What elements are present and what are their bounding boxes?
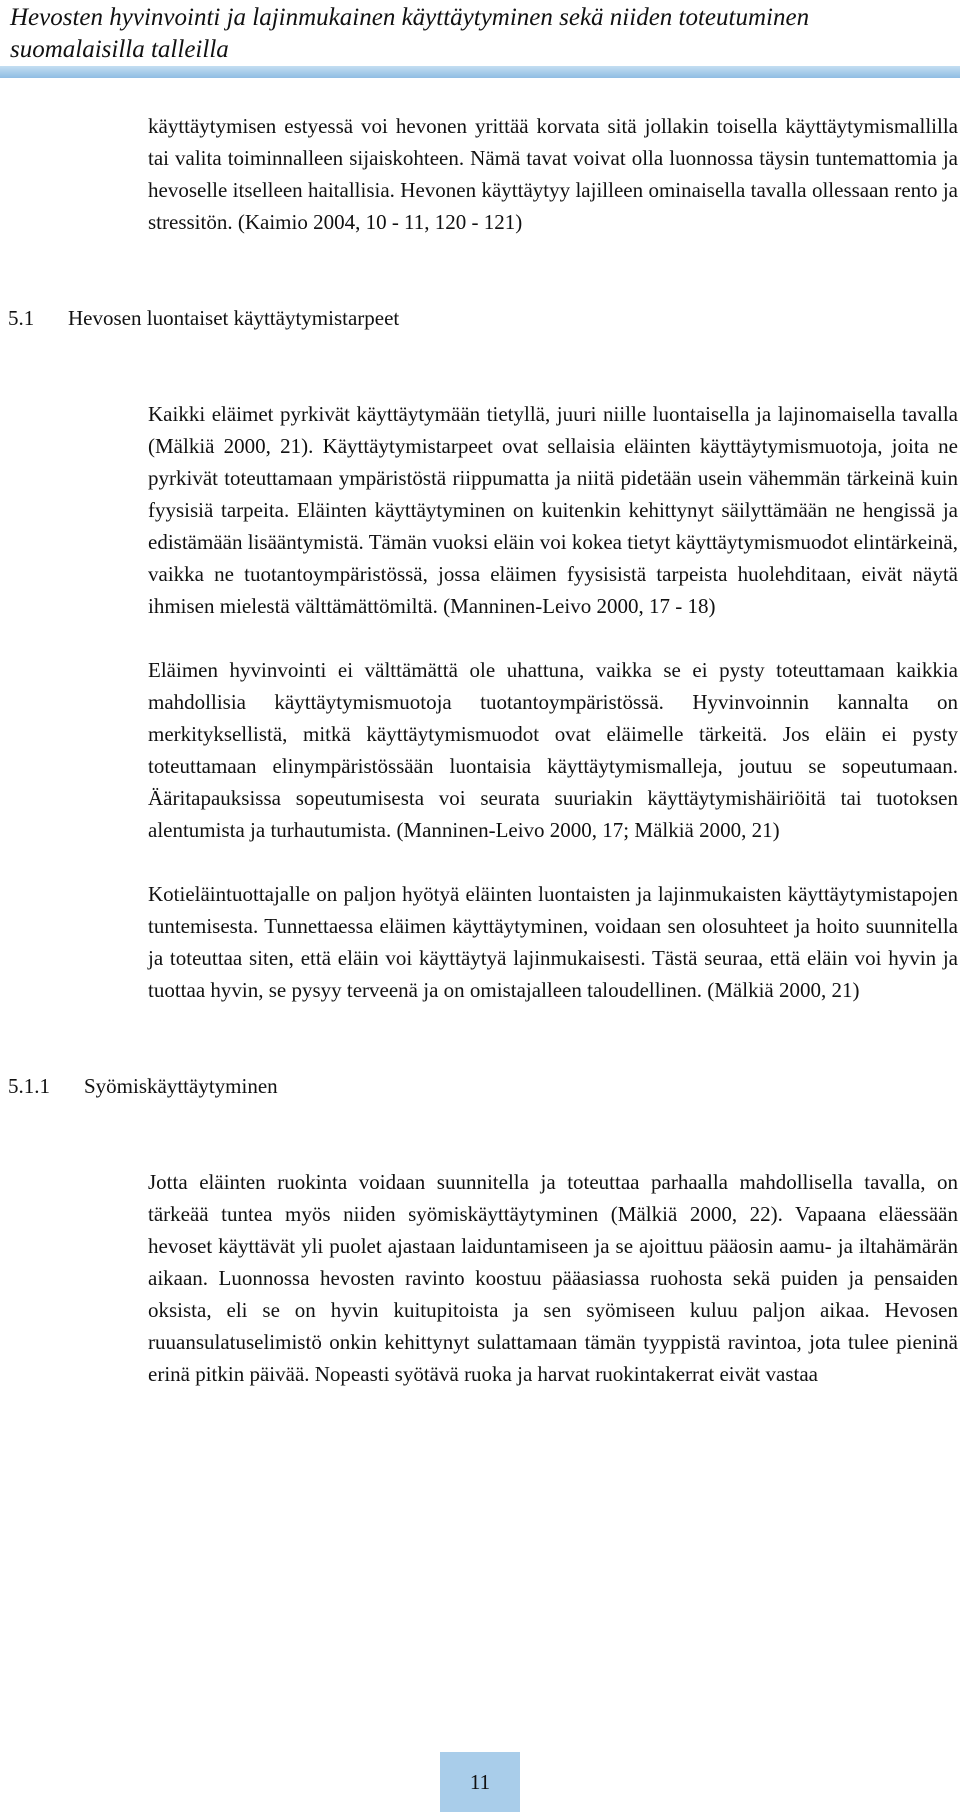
page-body [0,110,960,1390]
page-number: 11 [469,1769,491,1794]
section-5-1-paragraph-1: Kaikki eläimet pyrkivät käyttäytymään tietyllä, juuri niille luontaisella ja lajinomaisella tavalla (Mälkiä 2000, 21). Käyttäytymistarpeet ovat sellaisia eläinten käyttäytymismuotoja, joita ne pyrkivät toteuttamaan ympäristöstä riippumatta ja niitä pidetään usein vähemmän tärkeinä kuin fyysisiä tarpeita. Eläinten käyttäytyminen on kuitenkin kehittynyt säilyttämään ne hengissä ja edistämään lisääntymistä. Tämän vuoksi eläin voi kokea tietyt käyttäytymismuodot elintärkeinä, vaikka ne tuotantoympäristössä, jossa eläimen fyysisistä tarpeista huolehditaan, eivät näytä ihmisen mielestä välttämättömiltä. (Manninen-Leivo 2000, 17 - 18) [148,402,958,618]
header-rule-bar [0,66,960,78]
page-number-box [440,1752,520,1812]
section-number: 5.1 [8,306,35,330]
section-heading-5-1 [8,302,960,334]
section-heading-5-1-1 [8,1070,960,1102]
section-5-1-paragraph-3: Kotieläintuottajalle on paljon hyötyä eläinten luontaisten ja lajinmukaisten käyttäytymistapojen tuntemisesta. Tunnettaessa eläimen käyttäytyminen, voidaan sen olosuhteet ja hoito suunnitella ja toteuttaa siten, että eläin voi käyttäytyä lajinmukaisesti. Tästä seuraa, että eläin voi hyvin ja tuottaa hyvin, se pysyy terveenä ja on omistajalleen taloudellinen. (Mälkiä 2000, 21) [148,882,958,1002]
subsection-number: 5.1.1 [8,1074,50,1098]
intro-paragraph: käyttäytymisen estyessä voi hevonen yrittää korvata sitä jollakin toisella käyttäytymismallilla tai valita toiminnalleen sijaiskohteen. Nämä tavat voivat olla luonnossa täysin tuntemattomia ja hevoselle itselleen haitallisia. Hevonen käyttäytyy lajilleen ominaisella tavalla ollessaan rento ja stressitön. (Kaimio 2004, 10 - 11, 120 - 121) [148,114,958,234]
header-rule [0,66,960,78]
section-5-1-paragraph-2: Eläimen hyvinvointi ei välttämättä ole uhattuna, vaikka se ei pysty toteuttamaan kaikkia mahdollisia käyttäytymismuotoja tuotantoympäristössä. Hyvinvoinnin kannalta on merkityksellistä, mitkä käyttäytymismuodot ovat eläimelle tärkeitä. Jos eläin ei pysty toteuttamaan elinympäristössään luontaisia käyttäytymismalleja, joutuu se sopeutumaan. Ääritapauksissa sopeutumisesta voi seurata suuriakin käyttäytymishäiriöitä tai tuotoksen alentumista ja turhautumista. (Manninen-Leivo 2000, 17; Mälkiä 2000, 21) [148,658,958,842]
section-title: Hevosen luontaiset käyttäytymistarpeet [68,306,400,330]
subsection-title: Syömiskäyttäytyminen [84,1074,278,1098]
running-header: Hevosten hyvinvointi ja lajinmukainen käyttäytyminen sekä niiden toteutuminen suomalaisilla talleilla [10,4,810,63]
section-5-1-1-paragraph-1: Jotta eläinten ruokinta voidaan suunnitella ja toteuttaa parhaalla mahdollisella tavalla, on tärkeää tuntea myös niiden syömiskäyttäytyminen (Mälkiä 2000, 22). Vapaana eläessään hevoset käyttävät yli puolet ajastaan laiduntamiseen ja se ajoittuu pääosin aamu- ja iltahämärän aikaan. Luonnossa hevosten ravinto koostuu pääasiassa ruohosta sekä puiden ja pensaiden oksista, eli se on hyvin kuitupitoista ja sen syömiseen kuluu paljon aikaa. Hevosen ruuansulatuselimistö onkin kehittynyt sulattamaan tämän tyyppistä ravintoa, jota tulee pieninä erinä pitkin päivää. Nopeasti syötävä ruoka ja harvat ruokintakerrat eivät vastaa [148,1170,958,1386]
